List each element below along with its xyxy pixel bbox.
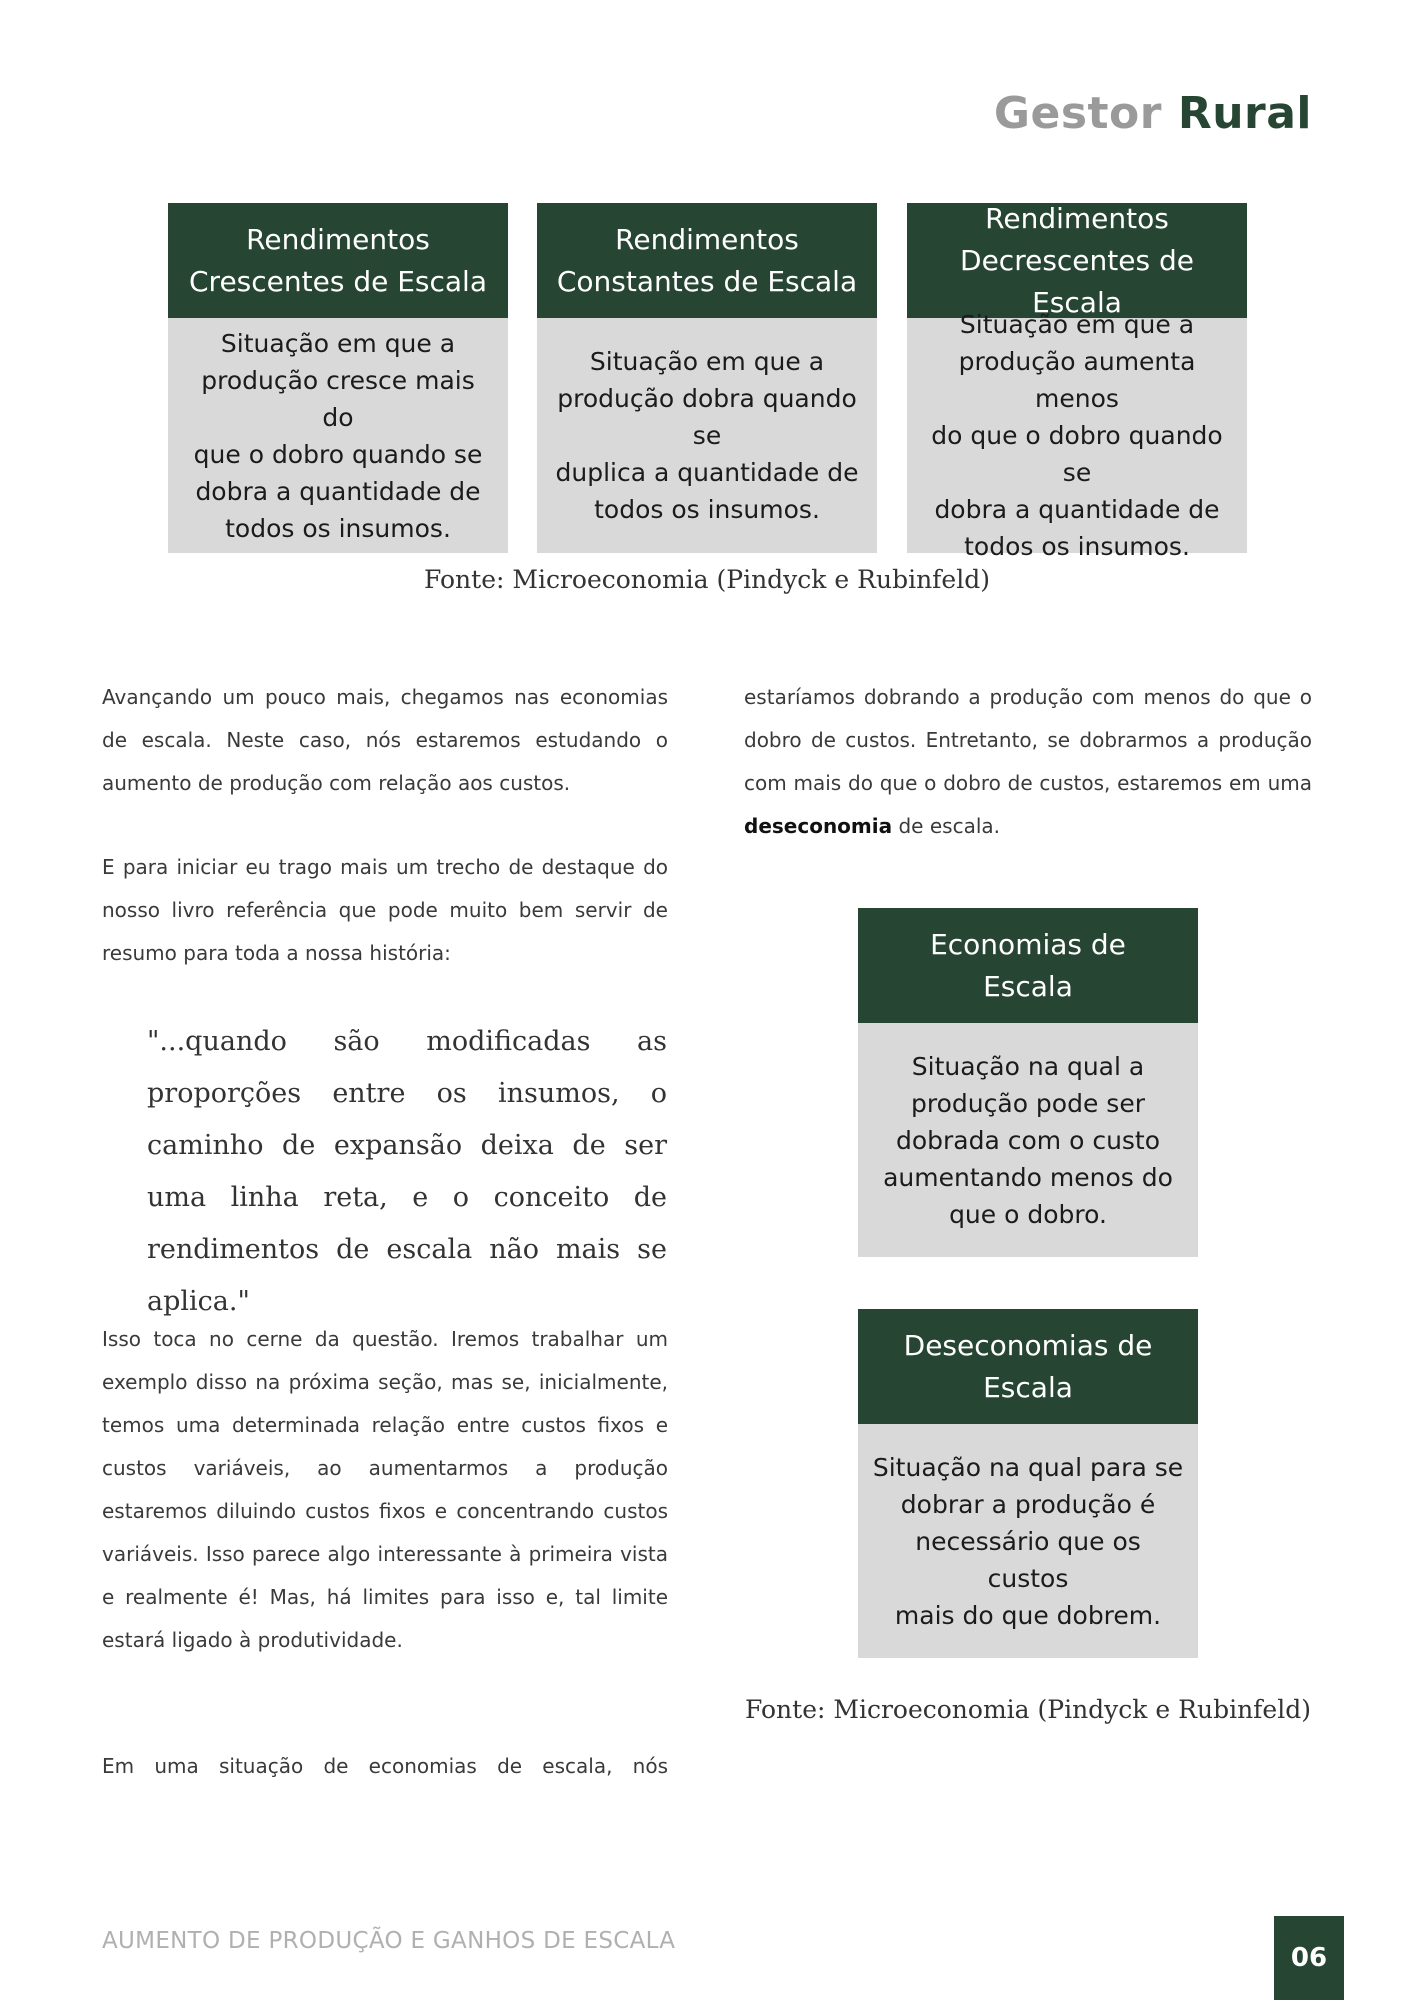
paragraph-core: Isso toca no cerne da questão. Iremos trabalhar um exemplo disso na próxima seção, mas se, inicialmente, temos uma determinada relação entre custos fixos e custos variáveis, ao aumentarmos a produção estaremos diluindo custos fixos e concentrando custos variáveis. Isso parece algo interessante à primeira vista e realmente é! Mas, há limites para isso e, tal limite estará ligado à produtividade.	[102, 1327, 668, 1652]
card-rendimentos-crescentes	[168, 203, 508, 553]
card-rendimentos-decrescentes	[907, 201, 1247, 561]
paragraph-right	[744, 676, 1312, 848]
book-quote: "...quando são modificadas as proporções entre os insumos, o caminho de expansão deixa de ser uma linha reta, e o conceito de rendimentos de escala não mais se aplica."	[147, 1026, 667, 1317]
card-body: Situação em que a produção aumenta menos do que o dobro quando se dobra a quantidade de todos os insumos.	[907, 318, 1247, 553]
card-title: Deseconomias de Escala	[858, 1309, 1198, 1424]
brand-gestor: Gestor	[993, 88, 1162, 139]
page-number: 06	[1274, 1916, 1344, 2000]
card-economias-de-escala	[858, 908, 1198, 1257]
brand-logo	[994, 88, 1312, 139]
card-body: Situação na qual para se dobrar a produção é necessário que os custos mais do que dobrem.	[858, 1424, 1198, 1658]
card-body: Situação em que a produção cresce mais do que o dobro quando se dobra a quantidade de todos os insumos.	[168, 318, 508, 553]
card-title: Rendimentos Constantes de Escala	[537, 203, 877, 318]
footer-chapter-title: AUMENTO DE PRODUÇÃO E GANHOS DE ESCALA	[102, 1928, 676, 1954]
paragraph-intro: Avançando um pouco mais, chegamos nas economias de escala. Neste caso, nós estaremos estudando o aumento de produção com relação aos custos.	[102, 685, 668, 795]
source-side: Fonte: Microeconomia (Pindyck e Rubinfeld)	[745, 1695, 1311, 1724]
card-body: Situação em que a produção dobra quando se duplica a quantidade de todos os insumos.	[537, 318, 877, 553]
paragraph-economies: Em uma situação de economias de escala, nós	[102, 1754, 668, 1778]
source-top: Fonte: Microeconomia (Pindyck e Rubinfeld)	[424, 565, 990, 594]
card-body: Situação na qual a produção pode ser dobrada com o custo aumentando menos do que o dobro.	[858, 1023, 1198, 1257]
text-segment: estaríamos dobrando a produção com menos do que o dobro de custos. Entretanto, se dobrarmos a produção com mais do que o dobro de custos, estaremos em uma	[744, 685, 1312, 795]
text-segment: de escala.	[898, 814, 1000, 838]
card-deseconomias-de-escala	[858, 1309, 1198, 1658]
card-title: Rendimentos Crescentes de Escala	[168, 203, 508, 318]
brand-rural: Rural	[1177, 88, 1312, 139]
card-title: Economias de Escala	[858, 908, 1198, 1023]
paragraph-quote-intro: E para iniciar eu trago mais um trecho de destaque do nosso livro referência que pode muito bem servir de resumo para toda a nossa história:	[102, 855, 668, 965]
card-rendimentos-constantes	[537, 203, 877, 553]
card-title: Rendimentos Decrescentes de Escala	[907, 203, 1247, 318]
text-bold-deseconomia: deseconomia	[744, 814, 893, 838]
